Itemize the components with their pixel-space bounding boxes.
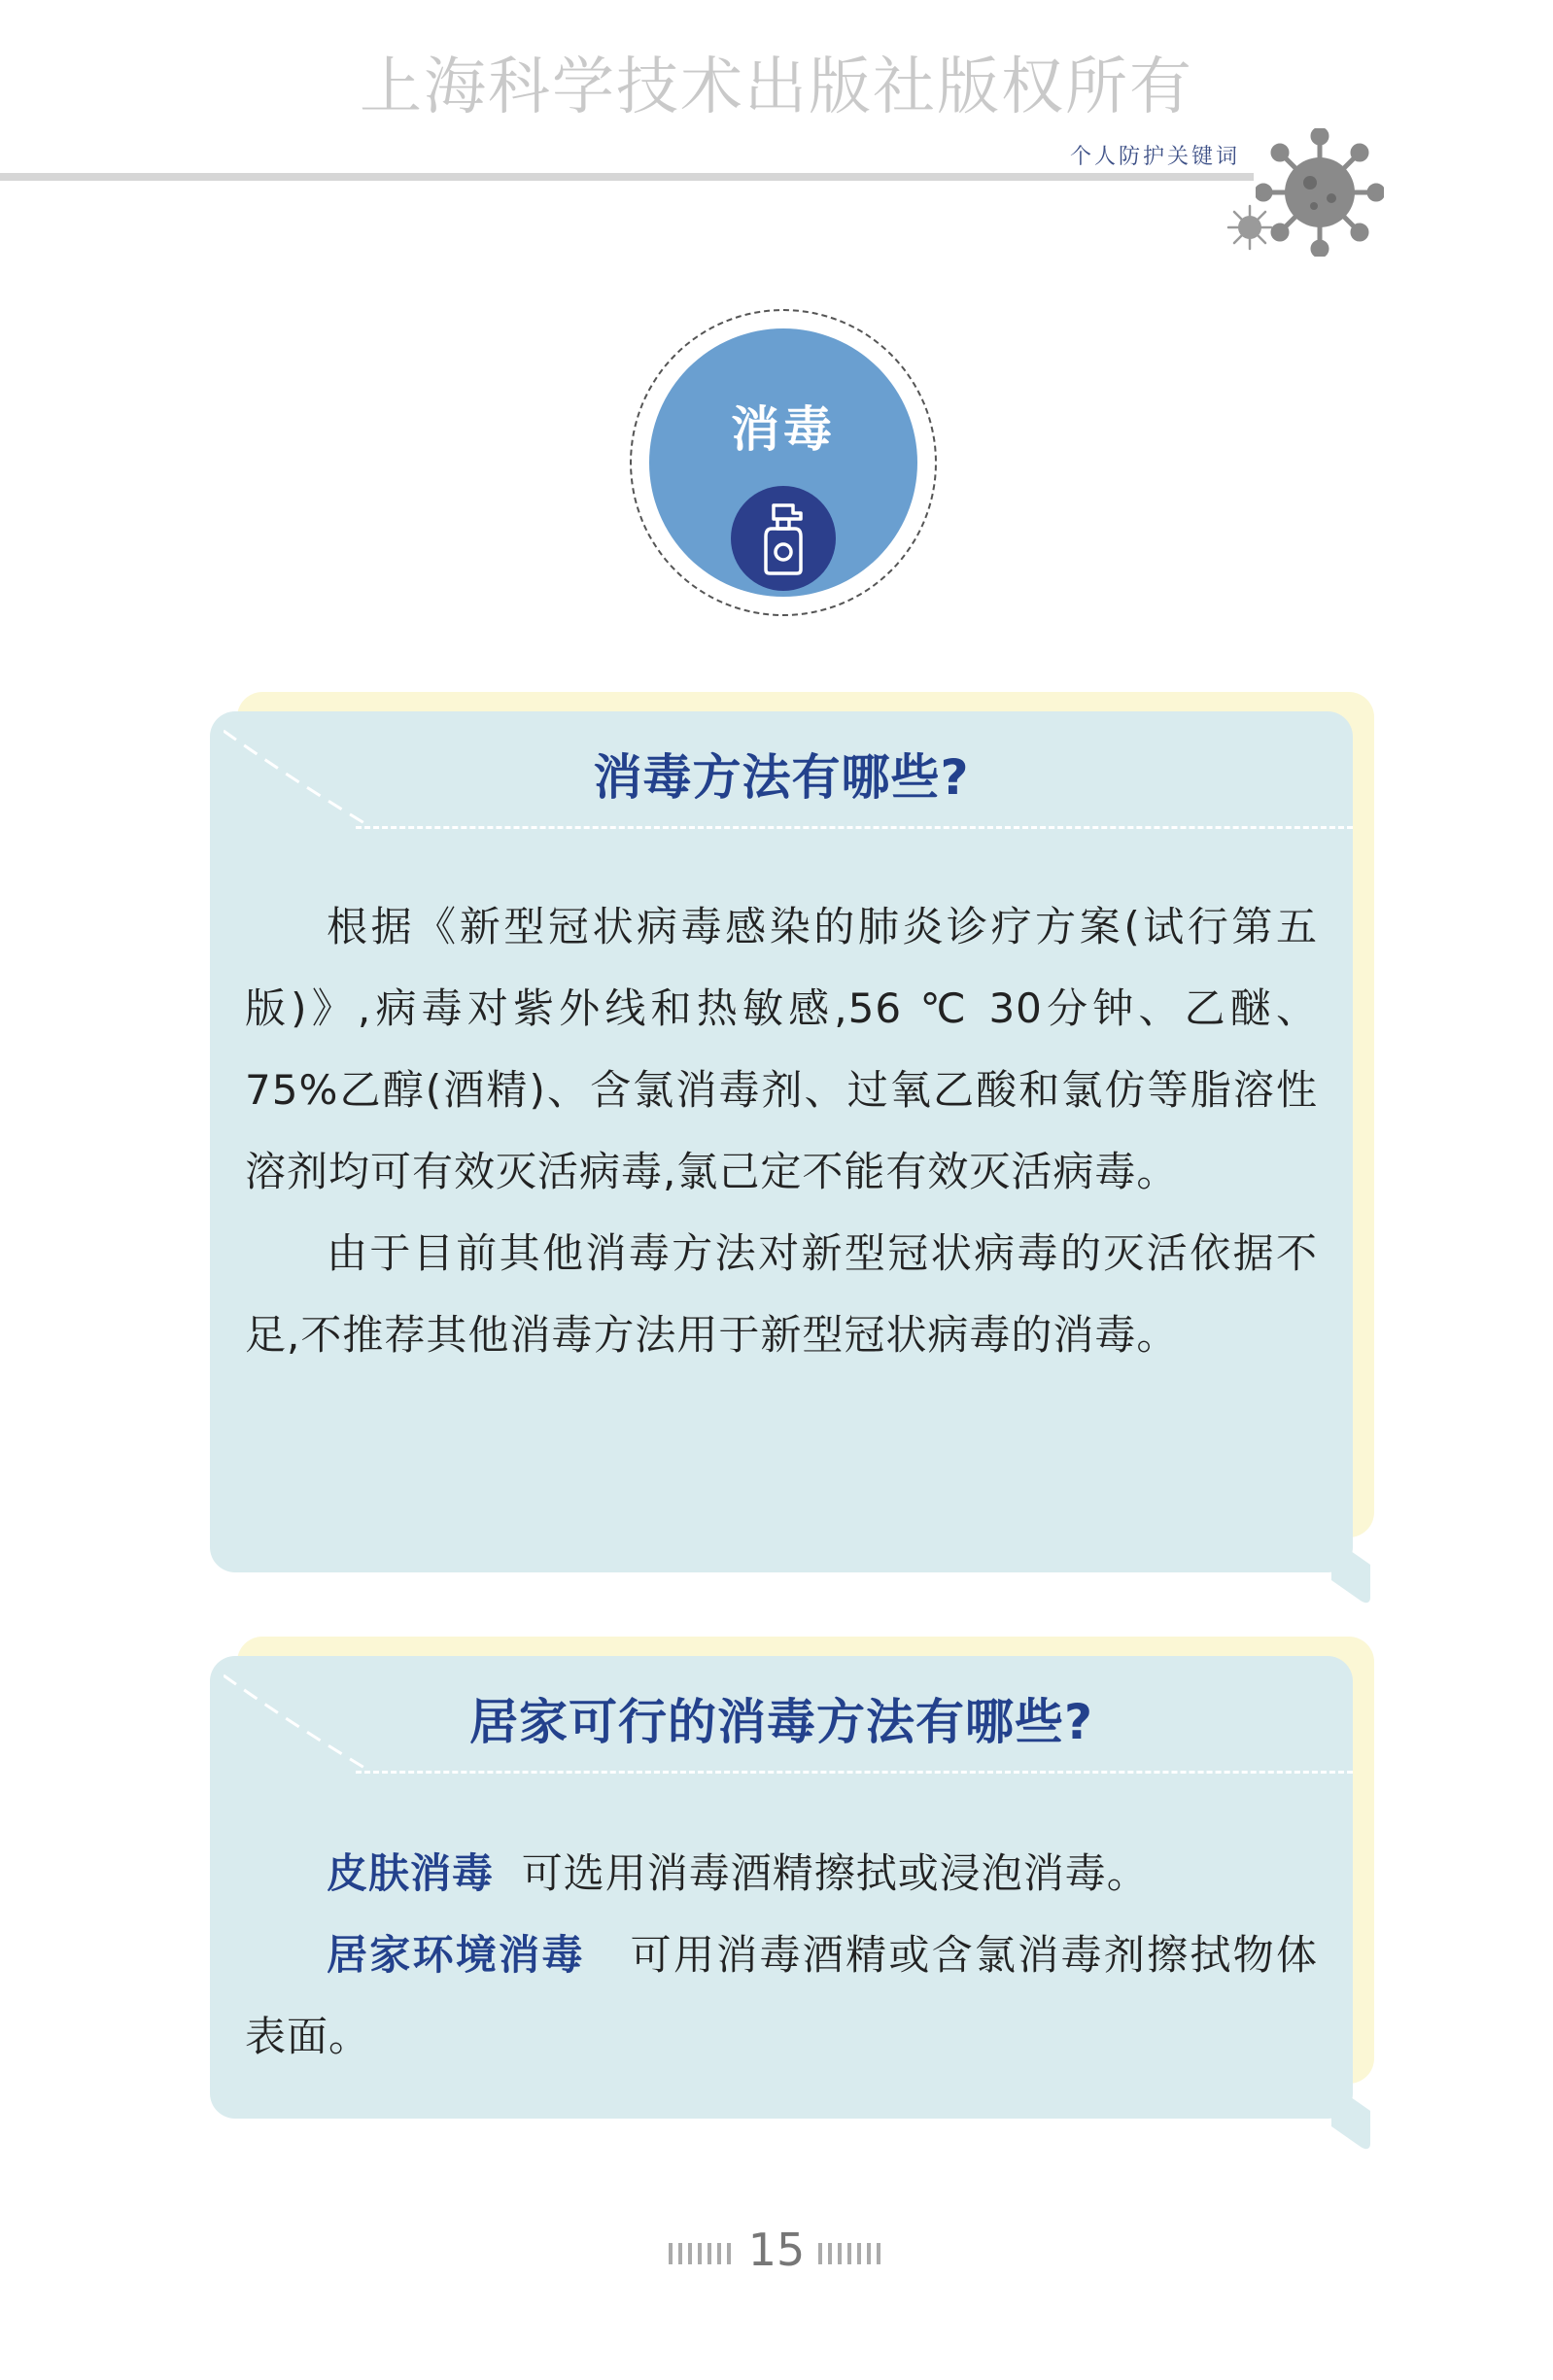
topic-title: 消毒 [731,401,836,458]
card-body [245,1833,1318,2078]
paragraph: 根据《新型冠状病毒感染的肺炎诊疗方案(试行第五版)》,病毒对紫外线和热敏感,56 ℃ 30分钟、乙醚、75%乙醇(酒精)、含氯消毒剂、过氧乙酸和氯仿等脂溶性溶剂均可有效灭活病毒,氯己定不能有效灭活病毒。 [245,903,1318,1195]
item-text: 可用消毒酒精或含氯消毒剂擦拭物体表面。 [245,1931,1318,2060]
home-disinfection-card [210,1656,1353,2119]
list-item [245,1914,1318,2078]
page-number: 15 [747,2224,806,2276]
item-keyword: 皮肤消毒 [327,1849,495,1897]
dashed-rule [356,1771,1353,1774]
header-rule [0,173,1254,181]
dashed-rule [356,826,1353,829]
virus-small-icon [1226,204,1273,251]
spray-bottle-icon [731,486,836,591]
page-ticks-right [818,2243,884,2264]
copyright-watermark: 上海科学技术出版社版权所有 [360,52,1193,123]
topic-badge [630,309,937,616]
page-ticks-left [669,2243,735,2264]
card-title: 消毒方法有哪些? [593,749,970,806]
speech-tail [1331,2084,1370,2154]
virus-icon [1256,128,1384,257]
section-keyword: 个人防护关键词 [1069,145,1240,169]
item-keyword: 居家环境消毒 [327,1931,585,1979]
card-title: 居家可行的消毒方法有哪些? [468,1694,1093,1750]
page-footer [0,2224,1553,2276]
paragraph: 由于目前其他消毒方法对新型冠状病毒的灭活依据不足,不推荐其他消毒方法用于新型冠状病毒的消毒。 [245,1229,1318,1359]
speech-tail [1331,1537,1370,1607]
card-body [245,886,1318,1376]
item-text: 可选用消毒酒精擦拭或浸泡消毒。 [521,1849,1149,1897]
list-item [245,1833,1318,1914]
disinfection-methods-card [210,711,1353,1572]
